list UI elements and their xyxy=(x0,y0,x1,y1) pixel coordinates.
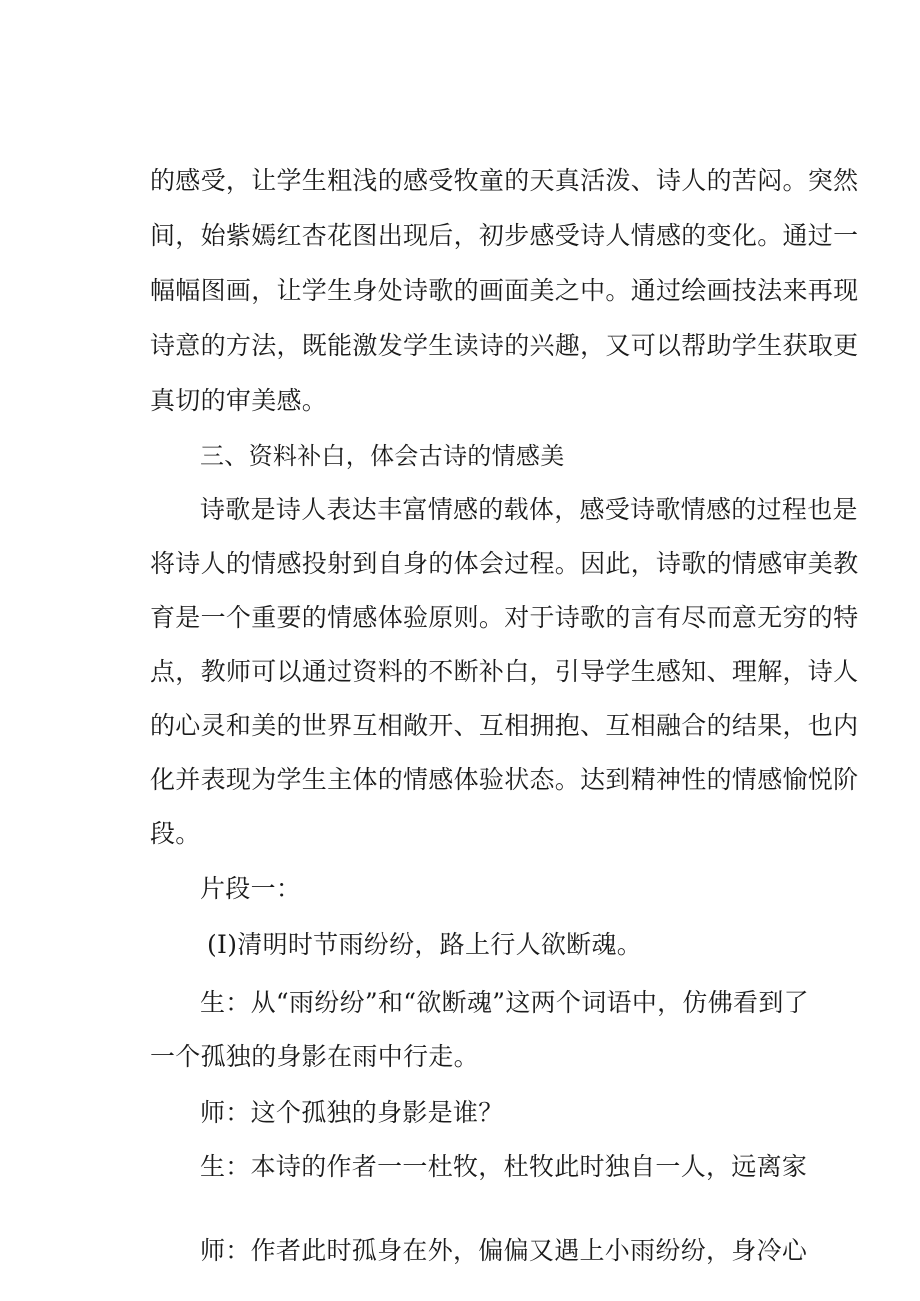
dialogue-line: 师：作者此时孤身在外，偏偏又遇上小雨纷纷，身冷心 xyxy=(200,1236,808,1265)
body-text-line: 化并表现为学生主体的情感体验状态。达到精神性的情感愉悦阶 xyxy=(150,765,859,794)
body-text-line: 将诗人的情感投射到自身的体会过程。因此，诗歌的情感审美教 xyxy=(150,549,859,578)
dialogue-line: 生：本诗的作者一一杜牧，杜牧此时独自一人，远离家 xyxy=(200,1152,808,1181)
dialogue-line: 一个孤独的身影在雨中行走。 xyxy=(150,1042,479,1071)
body-text-line: 点，教师可以通过资料的不断补白，引导学生感知、理解，诗人 xyxy=(150,657,859,686)
body-text-line: 幅幅图画，让学生身处诗歌的画面美之中。通过绘画技法来再现 xyxy=(150,276,859,305)
body-text-line: 真切的审美感。 xyxy=(150,386,328,415)
poem-line: (I)清明时节雨纷纷，路上行人欲断魂。 xyxy=(207,930,643,959)
body-text-line: 育是一个重要的情感体验原则。对于诗歌的言有尽而意无穷的特 xyxy=(150,603,859,632)
body-text-line: 诗意的方法，既能激发学生读诗的兴趣，又可以帮助学生获取更 xyxy=(150,331,859,360)
fragment-label: 片段一： xyxy=(200,874,302,903)
section-heading: 三、资料补白，体会古诗的情感美 xyxy=(200,442,565,470)
body-text-line: 的感受，让学生粗浅的感受牧童的天真活泼、诗人的苦闷。突然 xyxy=(150,166,859,195)
body-text-line: 间，始紫嫣红杏花图出现后，初步感受诗人情感的变化。通过一 xyxy=(150,221,859,250)
body-text-line: 诗歌是诗人表达丰富情感的载体，感受诗歌情感的过程也是 xyxy=(200,495,858,524)
dialogue-line: 生：从“雨纷纷”和“欲断魂”这两个词语中，仿佛看到了 xyxy=(200,988,809,1017)
body-text-line: 的心灵和美的世界互相敞开、互相拥抱、互相融合的结果，也内 xyxy=(150,711,859,740)
body-text-line: 段。 xyxy=(150,819,201,848)
dialogue-line: 师：这个孤独的身影是谁？ xyxy=(200,1098,504,1127)
